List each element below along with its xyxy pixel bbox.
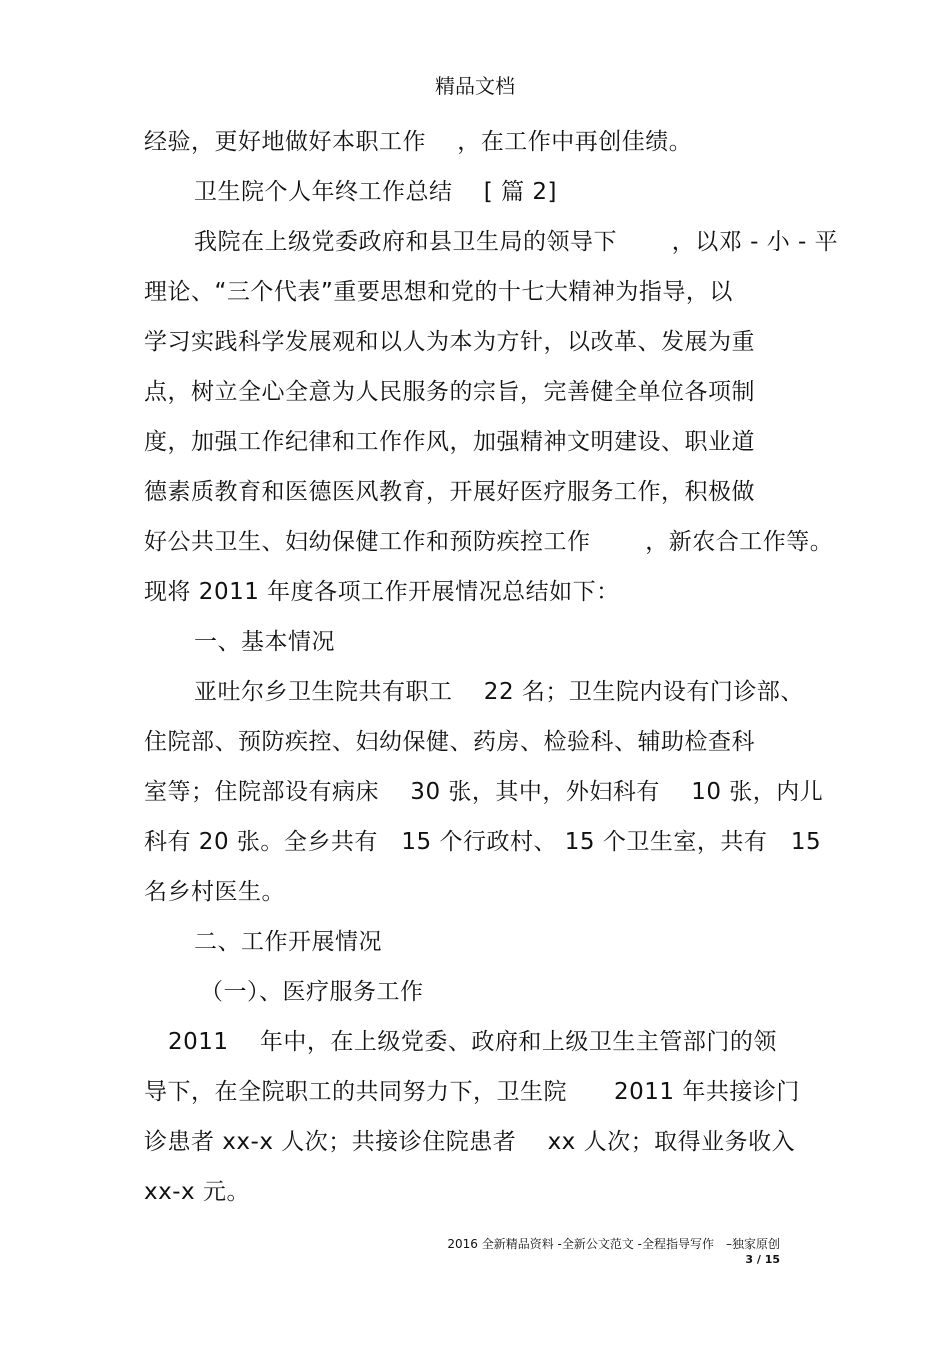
body-line: 住院部、预防疾控、妇幼保健、药房、检验科、辅助检查科 [144, 729, 755, 755]
body-line: 2011 年中，在上级党委、政府和上级卫生主管部门的领 [168, 1029, 777, 1055]
body-line: 诊患者 xx-x 人次；共接诊住院患者 xx 人次；取得业务收入 [144, 1129, 796, 1155]
body-line: xx-x 元。 [144, 1179, 250, 1205]
body-line: 导下，在全院职工的共同努力下，卫生院 2011 年共接诊门 [144, 1079, 800, 1105]
body-line: 名乡村医生。 [144, 879, 285, 905]
body-line: 现将 2011 年度各项工作开展情况总结如下： [144, 579, 620, 605]
body-line: 点，树立全心全意为人民服务的宗旨，完善健全单位各项制 [144, 379, 755, 405]
body-line: 理论、“三个代表”重要思想和党的十七大精神为指导，以 [144, 279, 733, 305]
body-line: 经验，更好地做好本职工作 ，在工作中再创佳绩。 [144, 129, 693, 155]
page-footer-text: 2016 全新精品资料 -全新公文范文 -全程指导写作 –独家原创 [447, 1237, 780, 1251]
section-heading: 卫生院个人年终工作总结 [ 篇 2] [194, 179, 558, 205]
subsection-heading: （一）、医疗服务工作 [200, 979, 424, 1005]
page-header-title: 精品文档 [435, 74, 515, 98]
body-line: 好公共卫生、妇幼保健工作和预防疾控工作 ，新农合工作等。 [144, 529, 834, 555]
section-heading: 二、工作开展情况 [194, 929, 382, 955]
body-line: 度，加强工作纪律和工作作风，加强精神文明建设、职业道 [144, 429, 755, 455]
body-line: 亚吐尔乡卫生院共有职工 22 名；卫生院内设有门诊部、 [194, 679, 804, 705]
body-line: 我院在上级党委政府和县卫生局的领导下 ，以邓 - 小 - 平 [194, 229, 839, 255]
body-line: 学习实践科学发展观和以人为本为方针，以改革、发展为重 [144, 329, 755, 355]
section-heading: 一、基本情况 [194, 629, 335, 655]
body-line: 科有 20 张。全乡共有 15 个行政村、 15 个卫生室，共有 15 [144, 829, 822, 855]
page-number: 3 / 15 [745, 1253, 780, 1266]
body-line: 室等；住院部设有病床 30 张，其中，外妇科有 10 张，内儿 [144, 779, 824, 805]
body-line: 德素质教育和医德医风教育，开展好医疗服务工作，积极做 [144, 479, 755, 505]
